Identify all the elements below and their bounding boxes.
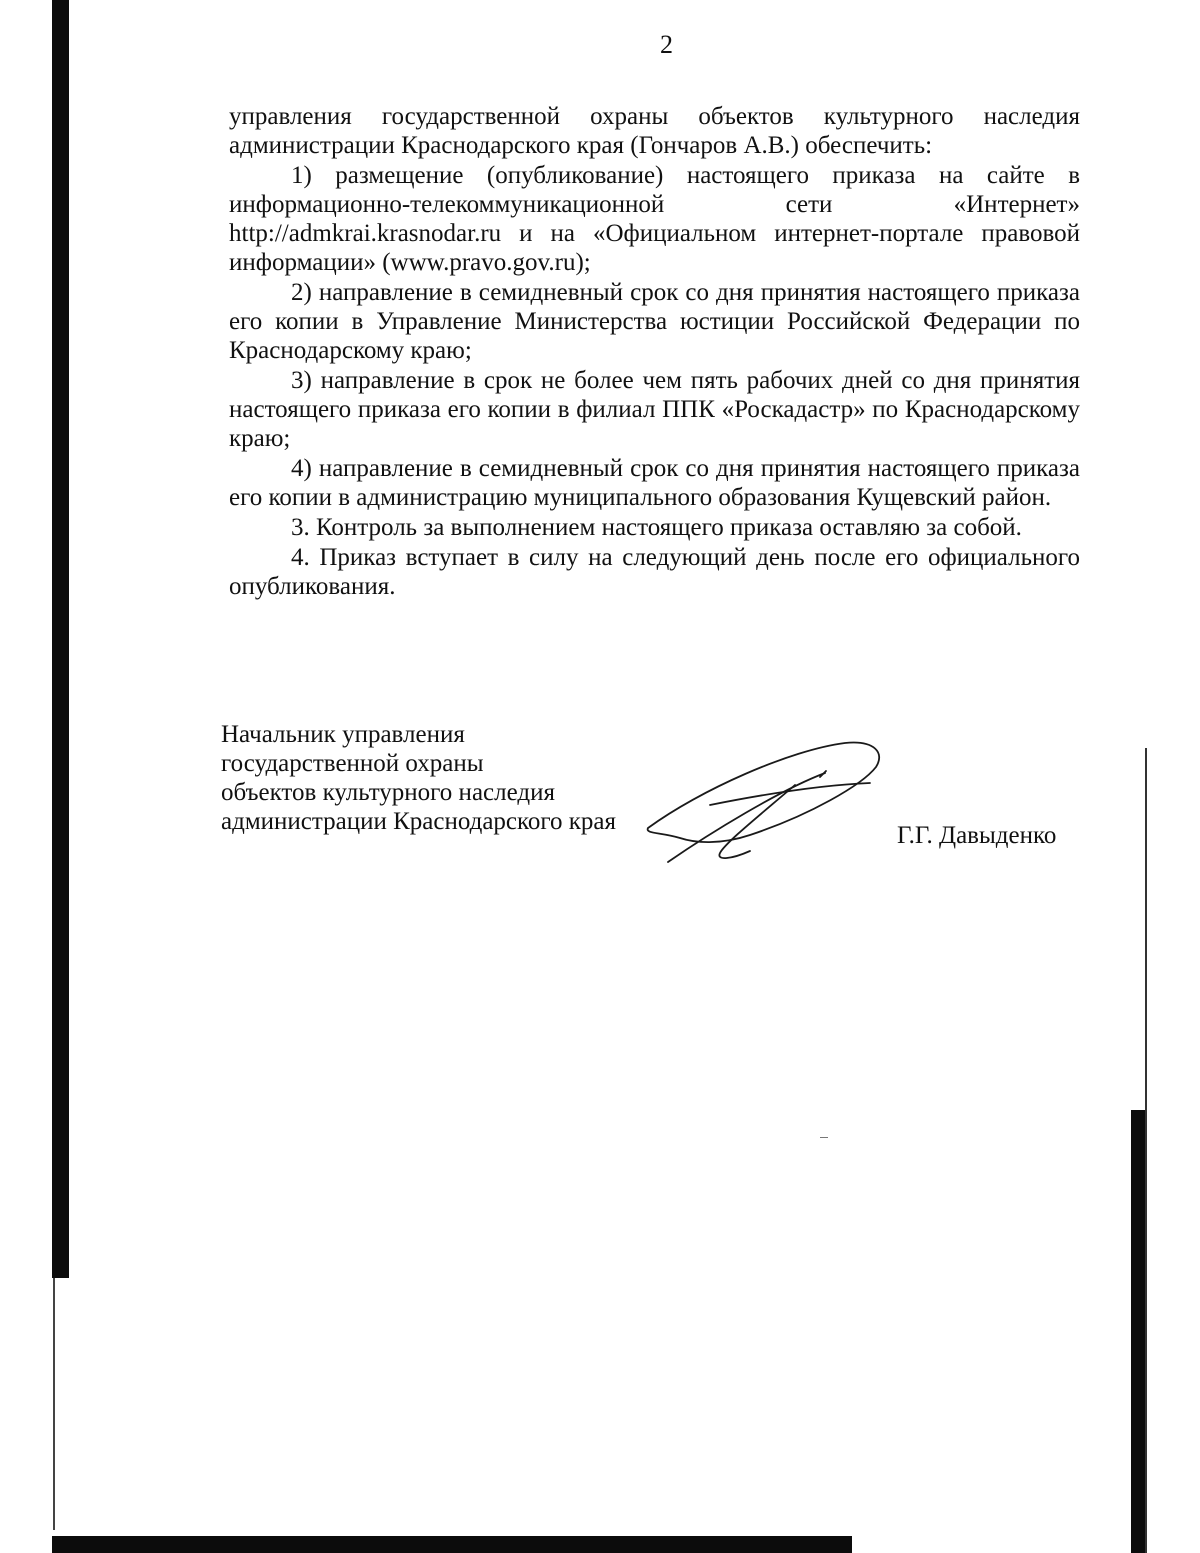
signer-name: Г.Г. Давыденко	[897, 822, 1057, 849]
position-line: администрации Краснодарского края	[221, 808, 617, 835]
signatory-position	[221, 720, 616, 836]
handwritten-signature	[640, 735, 890, 870]
position-line: объектов культурного наследия	[221, 779, 555, 806]
scan-edge-left-thin	[53, 1278, 55, 1530]
paragraph-clause-3: 3. Контроль за выполнением настоящего приказа оставляю за собой.	[291, 514, 1022, 541]
scan-speck	[820, 1137, 828, 1138]
position-line: государственной охраны	[221, 750, 484, 777]
scan-edge-bottom	[52, 1536, 852, 1553]
scan-edge-right	[1131, 1110, 1145, 1553]
position-line: Начальник управления	[221, 721, 465, 748]
paragraph-continuation: управления государственной охраны объектов культурного наследия администрации Краснодарского края (Гончаров А.В.) обеспечить:	[229, 103, 1080, 159]
scan-edge-left	[52, 0, 69, 1278]
page-number: 2	[660, 30, 673, 59]
document-body	[229, 102, 1080, 601]
paragraph-item-3: 3) направление в срок не более чем пять рабочих дней со дня принятия настоящего приказа его копии в филиал ППК «Роскадастр» по Краснодарскому краю;	[229, 367, 1080, 452]
paragraph-item-4: 4) направление в семидневный срок со дня принятия настоящего приказа его копии в администрацию муниципального образования Кущевский район.	[229, 455, 1080, 511]
scan-edge-right-thin	[1145, 748, 1147, 1553]
paragraph-item-2: 2) направление в семидневный срок со дня принятия настоящего приказа его копии в Управление Министерства юстиции Российской Федерации по Краснодарскому краю;	[229, 279, 1080, 364]
paragraph-item-1: 1) размещение (опубликование) настоящего приказа на сайте в информационно-телекоммуникационной сети «Интернет» http://admkrai.krasnodar.ru и на «Официальном интернет-портале правовой информации» (www.pravo.gov.ru);	[229, 162, 1080, 276]
paragraph-clause-4: 4. Приказ вступает в силу на следующий день после его официального опубликования.	[229, 544, 1080, 600]
